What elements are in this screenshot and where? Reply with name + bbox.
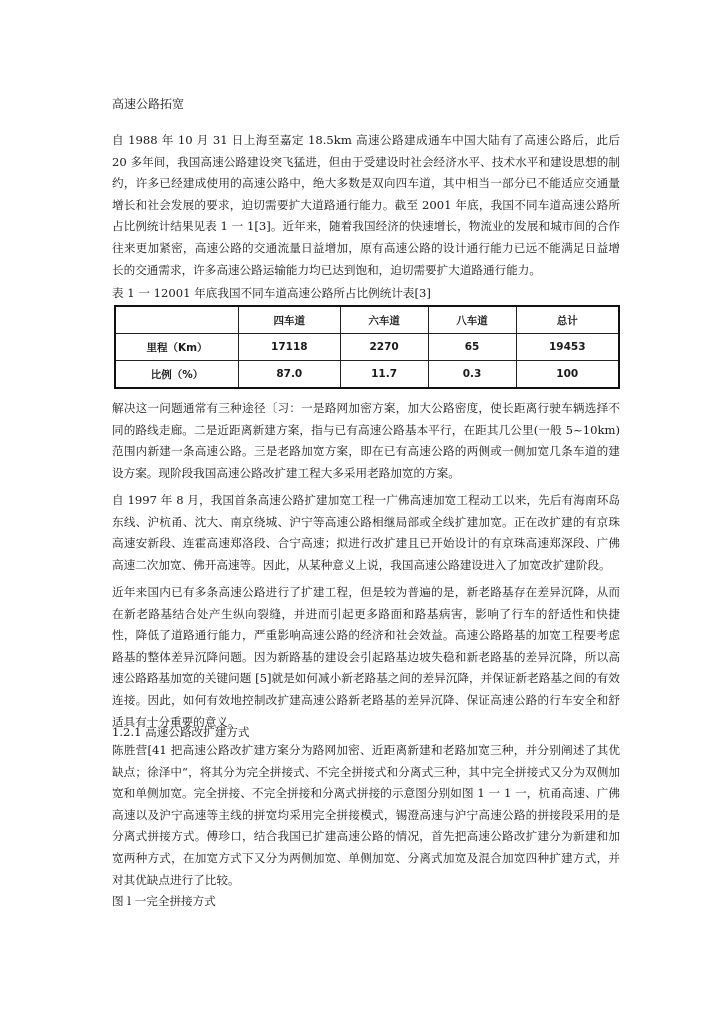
table-header-cell: 八车道 (428, 306, 516, 334)
table-cell: 17118 (239, 334, 341, 361)
table-header-cell: 四车道 (239, 306, 341, 334)
table-cell: 11.7 (340, 361, 428, 389)
table-caption: 表 1 一 12001 年底我国不同车道高速公路所占比例统计表[3] (112, 286, 431, 300)
figure-caption: 图 l 一完全拼接方式 (112, 894, 216, 908)
table-cell: 65 (428, 334, 516, 361)
table-row-label: 里程（Km） (115, 334, 239, 361)
paragraph-methods: 陈胜营[41 把高速公路改扩建方案分为路网加密、近距离新建和老路加宽三种，并分别阐述了其优缺点；徐泽中“，将其分为完全拼接式、不完全拼接式和分离式三种，其中完全拼接式又分为双侧加宽和单侧加宽。完全拼接、不完全拼接和分离式拼接的示意图分别如图 1 一 1 一，杭甬高速、广佛高速以及沪宁高速等主线的拼宽均采用完全拼接模式，锡澄高速与沪宁高速公路的拼接段采用的是分离式拼接方式。傅珍口，结合我国已扩建高速公路的情况，首先把高速公路改扩建分为新建和加宽两种方式，在加宽方式下又分为两侧加宽、单侧加宽、分离式加宽及混合加宽四种扩建方式，并对其优缺点进行了比较。 (112, 743, 620, 887)
paragraph-solutions: 解决这一问题通常有三种途径〔习：一是路网加密方案，加大公路密度，使长距离行驶车辆选择不同的路线走廊。二是近距离新建方案，指与已有高速公路基本平行，在距其几公里(一般 5~10km)范围内新建一条高速公路。三是老路加宽方案，即在已有高速公路的两侧或一侧加宽几条车道的建设方案。现阶段我国高速公路改扩建工程大多采用老路加宽的方案。 (112, 401, 620, 480)
table-cell: 87.0 (239, 361, 341, 389)
section-heading: 1.2.1 高速公路改扩建方式 (112, 725, 250, 739)
table-row-label: 比例（%） (115, 361, 239, 389)
table-cell: 19453 (516, 334, 619, 361)
table-cell: 2270 (340, 334, 428, 361)
paragraph-settlement: 近年来国内已有多条高速公路进行了扩建工程，但是较为普遍的是，新老路基存在差异沉降，从而在新老路基结合处产生纵向裂缝，并进而引起更多路面和路基病害，影响了行车的舒适性和快捷性，降低了道路通行能力，严重影响高速公路的经济和社会效益。高速公路路基的加宽工程要考虑路基的整体差异沉降问题。因为新路基的建设会引起路基边坡失稳和新老路基的差异沉降，所以高速公路路基加宽的关键问题 [5]就是如何减小新老路基之间的差异沉降，并保证新老路基之间的有效连接。因此，如何有效地控制改扩建高速公路新老路基的差异沉降、保证高速公路的行车安全和舒适具有十分重要的意义。 (112, 585, 620, 729)
table-row (115, 361, 619, 389)
table-row (115, 334, 619, 361)
table-header-row (115, 306, 619, 334)
table-header-cell: 总计 (516, 306, 619, 334)
paragraph-history: 自 1997 年 8 月，我国首条高速公路扩建加宽工程一广佛高速加宽工程动工以来，先后有海南环岛东线、沪杭甬、沈大、南京绕城、沪宁等高速公路相继局部或全线扩建加宽。正在改扩建的有京珠高速安新段、连霍高速郑洛段、合宁高速；拟进行改扩建且已开始设计的有京珠高速郑深段、广佛高速二次加宽、佛开高速等。因此，从某种意义上说，我国高速公路建设进入了加宽改扩建阶段。 (112, 493, 620, 572)
lane-ratio-table (114, 305, 620, 389)
table-header-cell: 六车道 (340, 306, 428, 334)
table-corner-cell (115, 306, 239, 334)
page-title: 高速公路拓宽 (112, 97, 185, 111)
table-cell: 0.3 (428, 361, 516, 389)
paragraph-intro: 自 1988 年 10 月 31 日上海至嘉定 18.5km 高速公路建成通车中国大陆有了高速公路后，此后 20 多年间，我国高速公路建设突飞猛进，但由于受建设时社会经济水平、技术水平和建设思想的制约，许多已经建成使用的高速公路中，绝大多数是双向四车道，其中相当一部分已不能适应交通量增长和社会发展的要求，迫切需要扩大道路通行能力。截至 2001 年底，我国不同车道高速公路所占比例统计结果见表 1 一 1[3]。近年来，随着我国经济的快速增长，物流业的发展和城市间的合作往来更加紧密，高速公路的交通流量日益增加，原有高速公路的设计通行能力已远不能满足日益增长的交通需求，许多高速公路运输能力均已达到饱和，迫切需要扩大道路通行能力。 (112, 133, 620, 277)
table-cell: 100 (516, 361, 619, 389)
